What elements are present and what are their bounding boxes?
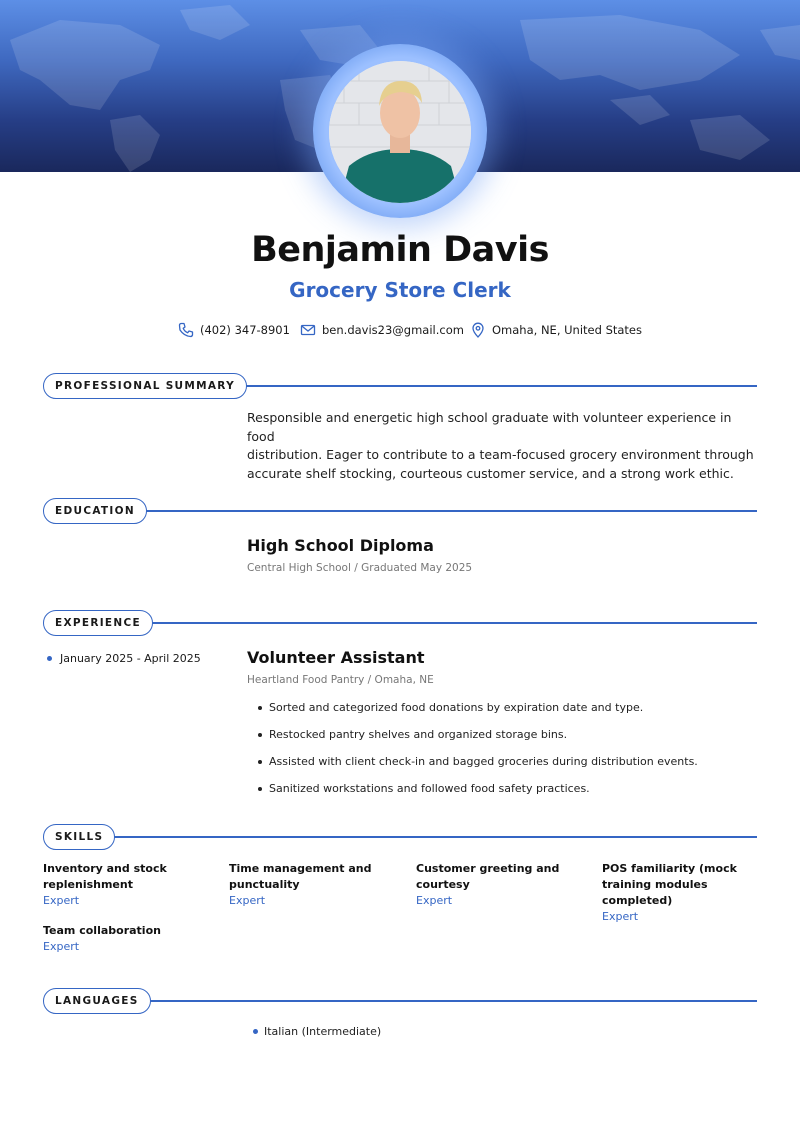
list-item xyxy=(258,721,758,748)
summary-line: distribution. Eager to contribute to a team-focused grocery environment through xyxy=(247,447,754,462)
experience-subtitle: Heartland Food Pantry / Omaha, NE xyxy=(247,674,434,686)
avatar xyxy=(329,61,471,203)
experience-bullets xyxy=(258,694,758,802)
skill-name: Customer greeting and courtesy xyxy=(416,862,560,891)
section-heading-experience: EXPERIENCE xyxy=(43,610,153,636)
phone-number: (402) 347-8901 xyxy=(200,323,290,337)
section-divider xyxy=(120,510,757,512)
section-heading-skills: SKILLS xyxy=(43,824,115,850)
phone-icon xyxy=(178,322,194,338)
section-divider xyxy=(130,622,757,624)
bullet-text: Restocked pantry shelves and organized storage bins. xyxy=(269,728,568,741)
experience-title: Volunteer Assistant xyxy=(247,648,425,667)
bullet-icon xyxy=(258,760,262,764)
skill-item xyxy=(43,861,203,909)
experience-dates xyxy=(47,652,201,665)
section-divider xyxy=(100,836,757,838)
section-heading-languages: LANGUAGES xyxy=(43,988,151,1014)
skill-level: Expert xyxy=(43,940,80,953)
skill-name: POS familiarity (mock training modules completed) xyxy=(602,862,737,907)
language-text: Italian (Intermediate) xyxy=(264,1025,382,1038)
section-divider xyxy=(200,385,757,387)
contact-email[interactable] xyxy=(300,322,464,338)
bullet-icon xyxy=(258,706,262,710)
education-subtitle: Central High School / Graduated May 2025 xyxy=(247,562,473,574)
contact-phone[interactable] xyxy=(178,322,290,338)
language-item xyxy=(253,1025,381,1038)
skill-name: Time management and punctuality xyxy=(229,862,372,891)
education-title: High School Diploma xyxy=(247,536,434,555)
skill-item xyxy=(43,923,203,955)
skill-name: Team collaboration xyxy=(43,924,161,937)
section-heading-summary: PROFESSIONAL SUMMARY xyxy=(43,373,247,399)
summary-text xyxy=(247,409,757,483)
profile-photo xyxy=(329,61,471,203)
candidate-name: Benjamin Davis xyxy=(251,230,549,270)
list-item xyxy=(258,694,758,721)
contact-location xyxy=(470,322,642,338)
skill-level: Expert xyxy=(229,894,266,907)
bullet-icon xyxy=(258,787,262,791)
contact-bar xyxy=(0,322,800,344)
bullet-icon xyxy=(258,733,262,737)
skill-item xyxy=(602,861,762,925)
bullet-text: Assisted with client check-in and bagged groceries during distribution events. xyxy=(269,755,698,768)
section-divider xyxy=(130,1000,757,1002)
list-item xyxy=(258,775,758,802)
experience-date-range: January 2025 - April 2025 xyxy=(60,652,201,665)
job-title: Grocery Store Clerk xyxy=(289,278,511,302)
section-heading-education: EDUCATION xyxy=(43,498,147,524)
bullet-text: Sanitized workstations and followed food safety practices. xyxy=(269,782,590,795)
summary-line: accurate shelf stocking, courteous customer service, and a strong work ethic. xyxy=(247,465,734,481)
skill-item xyxy=(229,861,389,909)
skill-item xyxy=(416,861,576,909)
skill-level: Expert xyxy=(416,894,453,907)
date-bullet-icon xyxy=(47,656,52,661)
summary-line: Responsible and energetic high school graduate with volunteer experience in food xyxy=(247,410,732,444)
mail-icon xyxy=(300,322,316,338)
language-bullet-icon xyxy=(253,1029,258,1034)
list-item xyxy=(258,748,758,775)
skill-level: Expert xyxy=(602,910,639,923)
skill-name: Inventory and stock replenishment xyxy=(43,862,167,891)
bullet-text: Sorted and categorized food donations by expiration date and type. xyxy=(269,701,644,714)
location-text: Omaha, NE, United States xyxy=(492,323,642,337)
email-address: ben.davis23@gmail.com xyxy=(322,323,464,337)
skill-level: Expert xyxy=(43,894,80,907)
location-pin-icon xyxy=(470,322,486,338)
